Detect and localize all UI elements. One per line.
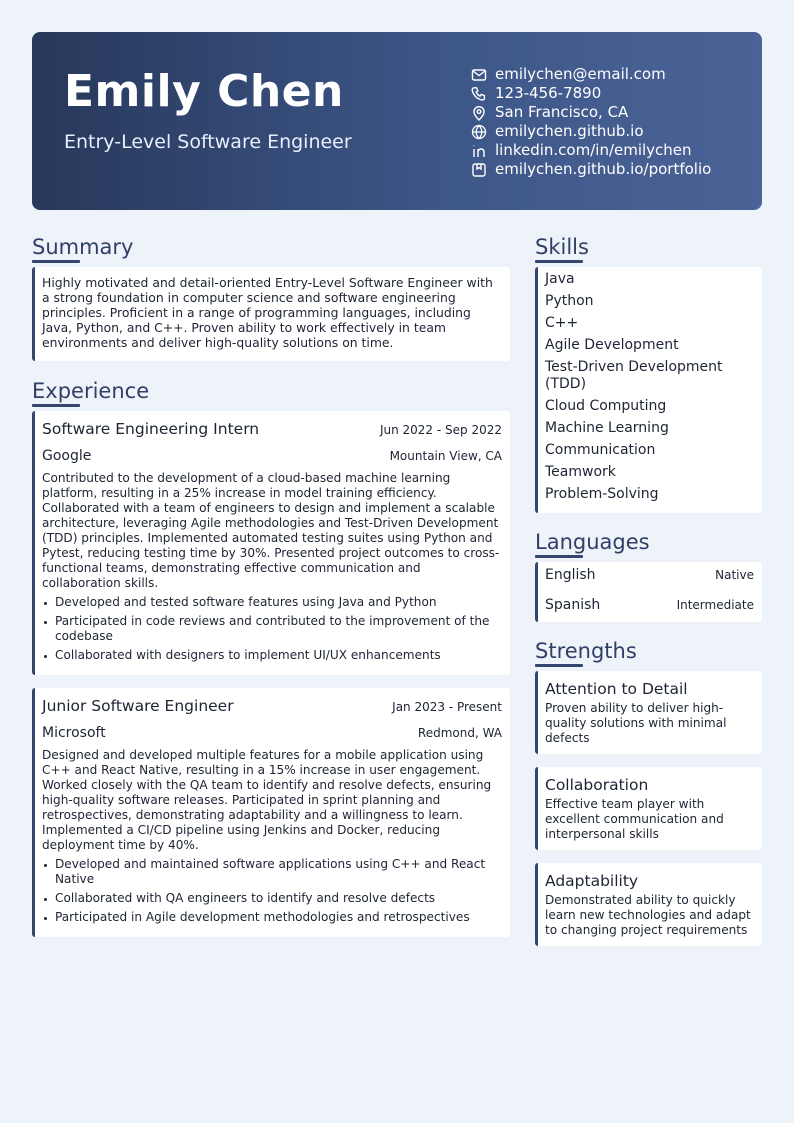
candidate-role: Entry-Level Software Engineer (64, 131, 352, 153)
languages-heading-rule (535, 555, 583, 558)
job-location: Redmond, WA (417, 726, 502, 740)
skill-item: Python (545, 293, 594, 309)
language-level: Native (715, 568, 754, 582)
contact-email[interactable] (470, 65, 711, 84)
portfolio-icon (470, 161, 487, 178)
strength-description: Effective team player with excellent communication and interpersonal skills (545, 797, 724, 841)
job-card (32, 411, 510, 675)
phone-icon (470, 85, 487, 102)
strength-card (535, 863, 762, 946)
strength-title: Adaptability (545, 872, 639, 890)
job-company: Google (42, 448, 92, 464)
skill-item: Problem-Solving (545, 486, 659, 502)
contact-email-text[interactable]: emilychen@email.com (495, 65, 666, 83)
job-description: Designed and developed multiple features for a mobile application using C++ and React Native, resulting in a 15% increase in user engagement. Worked closely with the QA team to identify and resolve defects, ensuring high-quality software releases. Participated in sprint planning and retrospectives, demonstrating adaptability and a willingness to learn. Implemented a CI/CD pipeline using Jenkins and Docker, reducing deployment time by 40%. (42, 748, 492, 852)
contact-list (470, 65, 711, 179)
summary-card (32, 267, 510, 361)
job-company: Microsoft (42, 725, 106, 741)
contact-portfolio[interactable] (470, 160, 711, 179)
skill-item: Java (545, 271, 575, 287)
job-highlight: Participated in Agile development methodologies and retrospectives (42, 910, 502, 925)
skill-item: Communication (545, 442, 656, 458)
contact-location (470, 103, 711, 122)
summary-text: Highly motivated and detail-oriented Entry-Level Software Engineer with a strong foundation in computer science and software engineering principles. Proficient in a range of programming languages, including Java, Python, and C++. Proven ability to work effectively in team environments and deliver high-quality solutions on time. (42, 275, 493, 350)
contact-phone[interactable] (470, 84, 711, 103)
experience-heading-rule (32, 404, 80, 407)
location-pin-icon (470, 104, 487, 121)
contact-linkedin[interactable] (470, 141, 711, 160)
strength-description: Demonstrated ability to quickly learn new technologies and adapt to changing project requirements (545, 893, 751, 937)
strength-title: Collaboration (545, 776, 649, 794)
skill-item: Teamwork (545, 464, 616, 480)
linkedin-icon (470, 142, 487, 159)
job-highlights (42, 595, 502, 663)
language-row (538, 566, 762, 584)
job-title: Software Engineering Intern (42, 420, 260, 438)
contact-website[interactable] (470, 122, 711, 141)
candidate-name: Emily Chen (64, 66, 344, 117)
job-dates: Jan 2023 - Present (392, 700, 502, 714)
language-name: Spanish (545, 597, 601, 613)
mail-icon (470, 66, 487, 83)
contact-phone-text[interactable]: 123-456-7890 (495, 84, 602, 102)
job-highlight: Participated in code reviews and contributed to the improvement of the codebase (42, 614, 502, 644)
strength-card (535, 767, 762, 850)
language-row (538, 596, 762, 614)
skills-heading: Skills (535, 235, 589, 259)
skill-item: Agile Development (545, 337, 679, 353)
summary-heading-rule (32, 260, 80, 263)
job-dates: Jun 2022 - Sep 2022 (379, 423, 502, 437)
job-description: Contributed to the development of a cloud-based machine learning platform, resulting in a 25% increase in model training efficiency. Collaborated with a team of engineers to design and implement a scalable architecture, leveraging Agile methodologies and Test-Driven Development (TDD) principles. Implemented automated testing suites using Python and Pytest, reducing testing time by 30%. Presented project outcomes to cross-functional teams, demonstrating effective communication and collaboration skills. (42, 471, 500, 590)
job-title: Junior Software Engineer (42, 697, 234, 715)
contact-linkedin-text[interactable]: linkedin.com/in/emilychen (495, 141, 692, 159)
resume-header (32, 32, 762, 210)
languages-heading: Languages (535, 530, 650, 554)
strengths-heading-rule (535, 664, 583, 667)
languages-card (535, 562, 762, 622)
job-highlights (42, 857, 502, 925)
experience-heading: Experience (32, 379, 150, 403)
job-highlight: Collaborated with QA engineers to identify and resolve defects (42, 891, 502, 906)
job-highlight: Developed and maintained software applications using C++ and React Native (42, 857, 502, 887)
language-level: Intermediate (676, 598, 754, 612)
strength-card (535, 671, 762, 754)
job-highlight: Collaborated with designers to implement UI/UX enhancements (42, 648, 502, 663)
skills-card (535, 267, 762, 513)
skill-item: Machine Learning (545, 420, 669, 436)
strengths-heading: Strengths (535, 639, 637, 663)
skill-item: C++ (545, 315, 579, 331)
contact-portfolio-text[interactable]: emilychen.github.io/portfolio (495, 160, 712, 178)
summary-heading: Summary (32, 235, 134, 259)
skill-item: Cloud Computing (545, 398, 667, 414)
skills-heading-rule (535, 260, 583, 263)
strength-title: Attention to Detail (545, 680, 688, 698)
globe-icon (470, 123, 487, 140)
contact-website-text[interactable]: emilychen.github.io (495, 122, 644, 140)
skill-item: Test-Driven Development (TDD) (545, 359, 723, 392)
skills-list (538, 267, 762, 503)
language-name: English (545, 567, 596, 583)
contact-location-text: San Francisco, CA (495, 103, 629, 121)
strength-description: Proven ability to deliver high-quality solutions with minimal defects (545, 701, 727, 745)
job-location: Mountain View, CA (389, 449, 502, 463)
job-card (32, 688, 510, 937)
job-highlight: Developed and tested software features using Java and Python (42, 595, 502, 610)
